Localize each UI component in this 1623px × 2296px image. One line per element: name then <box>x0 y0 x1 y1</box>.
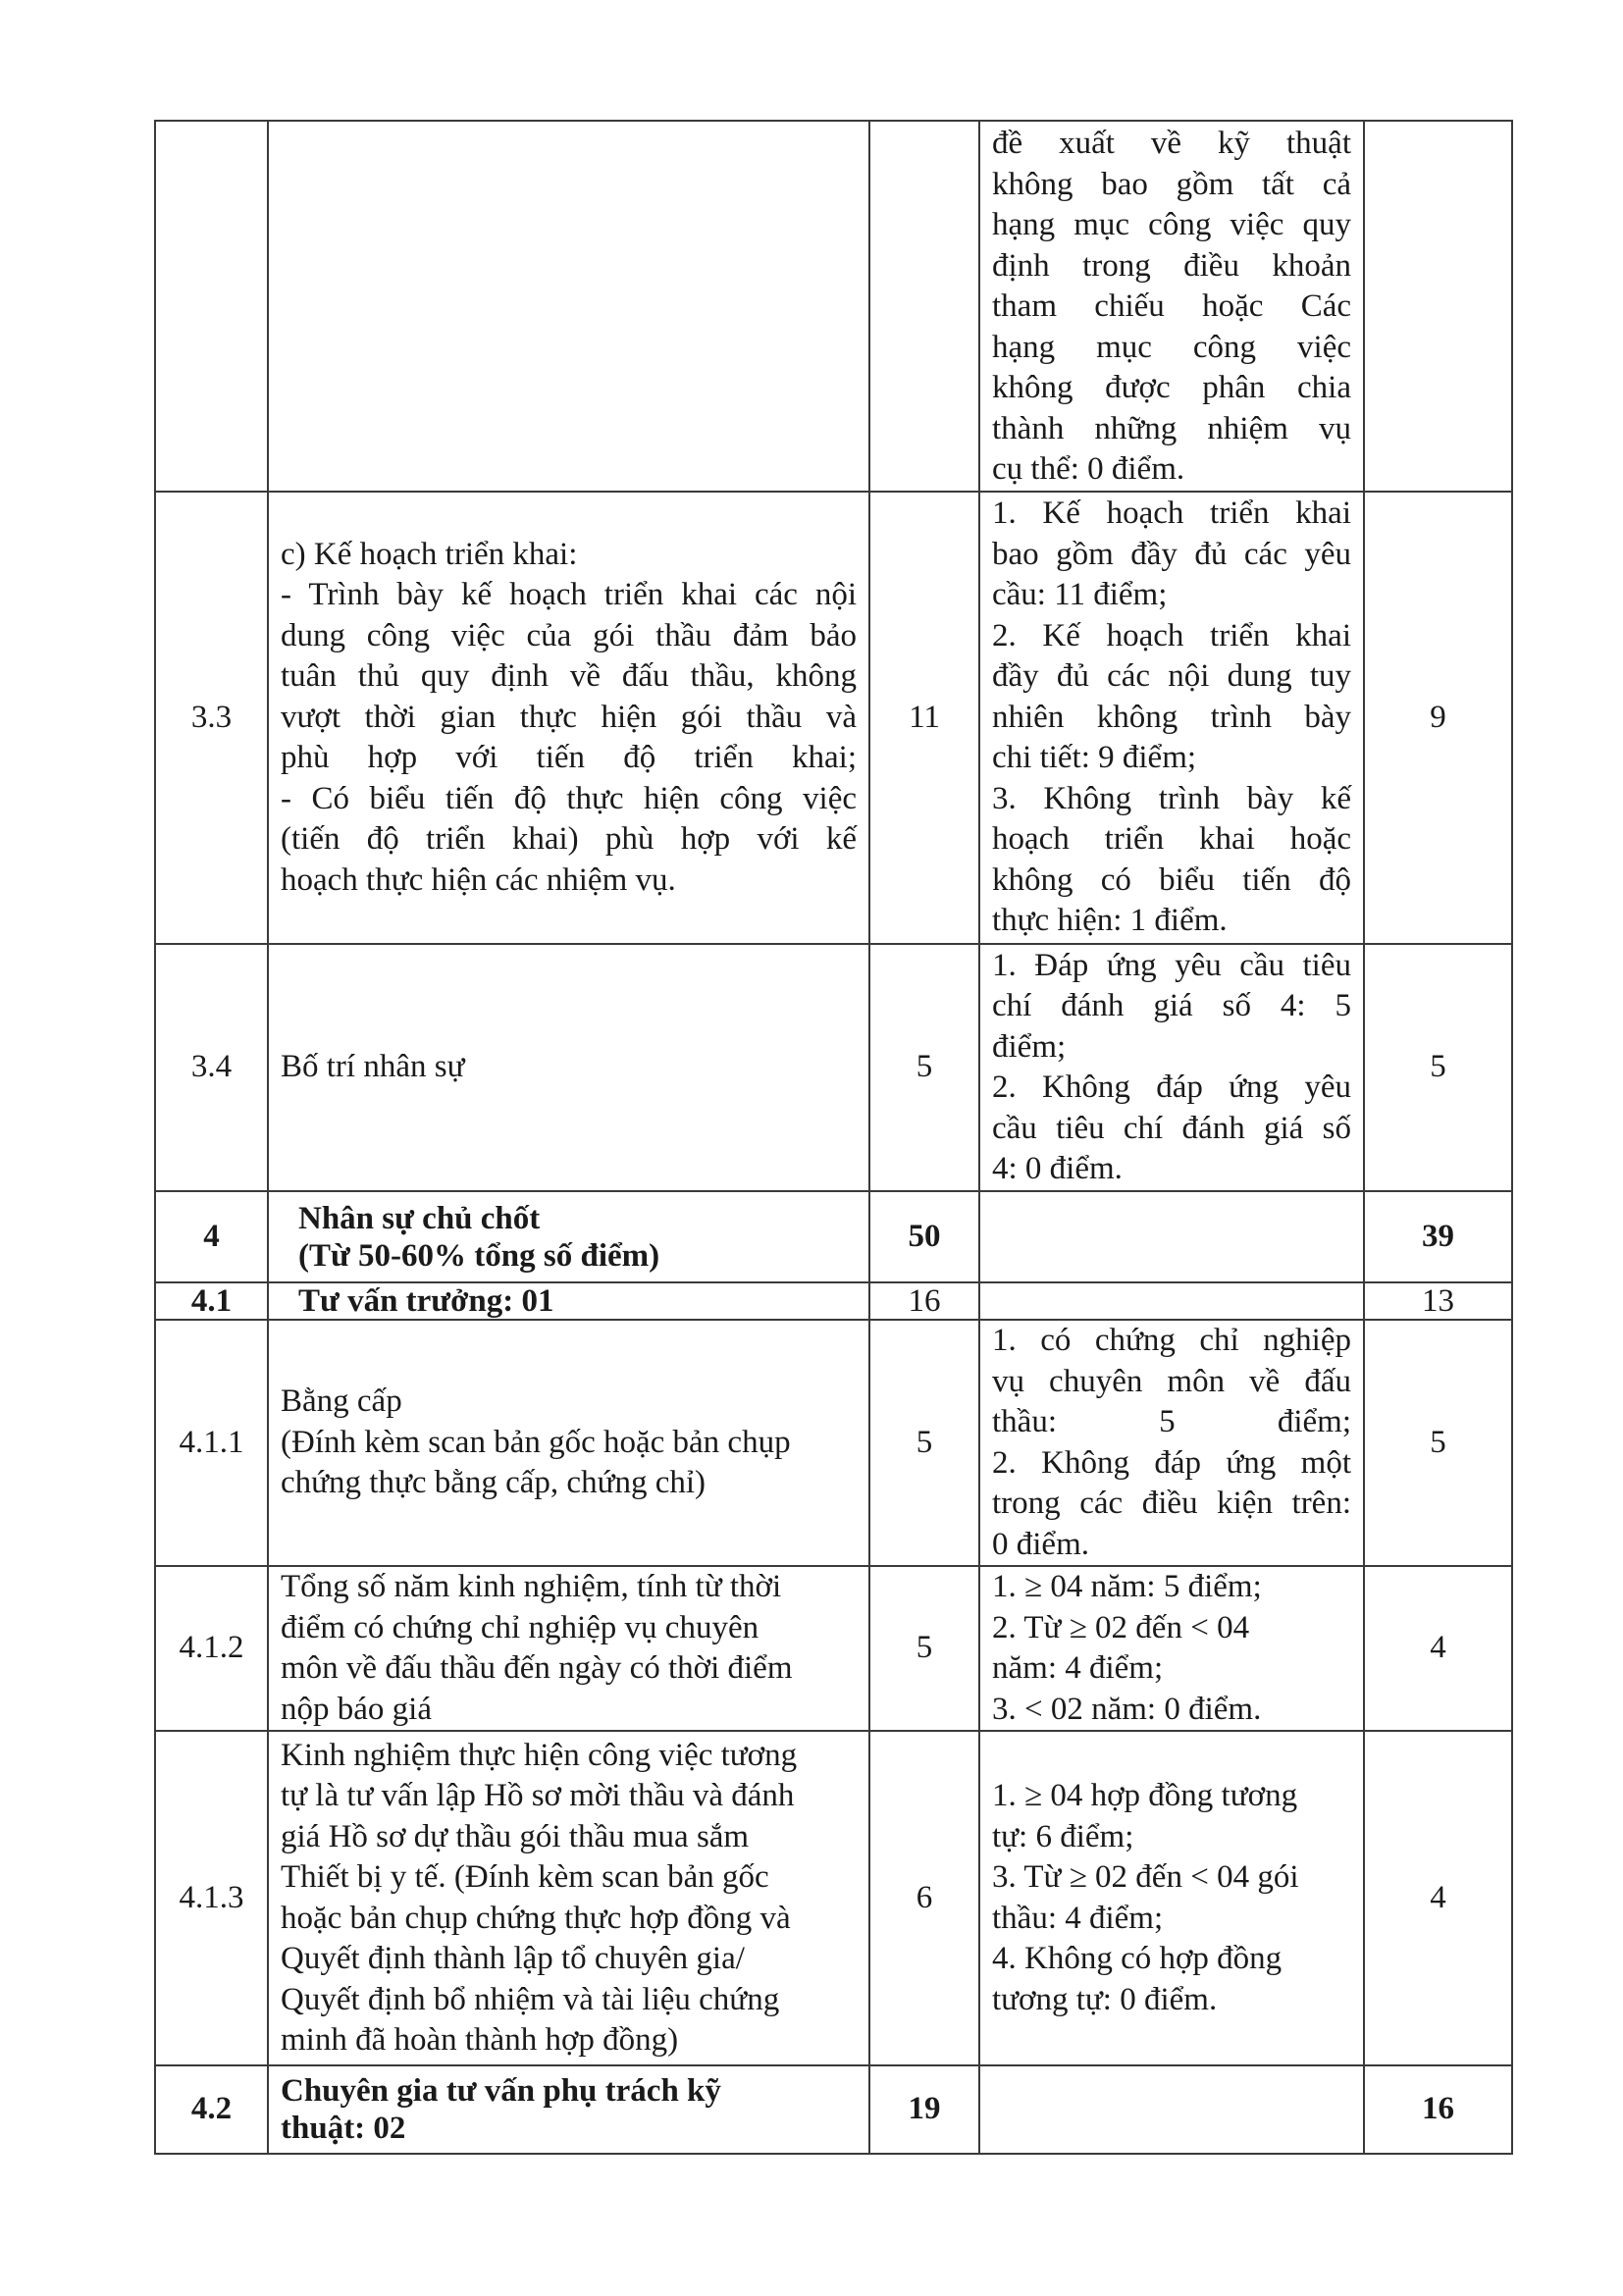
row-id: 3.4 <box>155 944 268 1191</box>
description-line: chứng thực bằng cấp, chứng chỉ) <box>281 1465 707 1501</box>
description-line: - Trình bày kế hoạch triển khai các nội <box>281 577 857 613</box>
criteria-line: năm: 4 điểm; <box>992 1650 1164 1686</box>
row-score: 16 <box>1364 2065 1512 2154</box>
description-line: c) Kế hoạch triển khai: <box>281 536 578 572</box>
criteria-line: 2. Từ ≥ 02 đến < 04 <box>992 1609 1250 1645</box>
row-max-score: 19 <box>869 2065 979 2154</box>
row-score: 4 <box>1364 1731 1512 2065</box>
row-criteria <box>979 492 1364 944</box>
row-max-score: 16 <box>869 1282 979 1320</box>
criteria-line: hạng mục công việc quy <box>992 207 1351 242</box>
criteria-line: không có biểu tiến độ <box>992 861 1351 898</box>
description-line: Thiết bị y tế. (Đính kèm scan bản gốc <box>281 1859 769 1895</box>
description-line: Quyết định bổ nhiệm và tài liệu chứng <box>281 1981 780 2017</box>
description-line: phù hợp với tiến độ triển khai; <box>281 740 857 776</box>
table-row <box>155 492 1512 944</box>
criteria-line: tự: 6 điểm; <box>992 1818 1134 1854</box>
criteria-line: cụ thể: 0 điểm. <box>992 451 1185 487</box>
criteria-line: nhiên không trình bày <box>992 699 1351 735</box>
description-line: (Từ 50-60% tổng số điểm) <box>298 1237 660 1274</box>
row-criteria <box>979 1731 1364 2065</box>
row-description <box>268 121 869 492</box>
criteria-line: tham chiếu hoặc Các <box>992 288 1351 324</box>
description-line: Bố trí nhân sự <box>281 1049 465 1085</box>
criteria-line: đầy đủ các nội dung tuy <box>992 658 1351 695</box>
description-line: (Đính kèm scan bản gốc hoặc bản chụp <box>281 1424 791 1460</box>
row-criteria <box>979 121 1364 492</box>
criteria-line: hạng mục công việc <box>992 329 1351 365</box>
table-row <box>155 2065 1512 2154</box>
row-criteria <box>979 1566 1364 1731</box>
description-line: dung công việc của gói thầu đảm bảo <box>281 617 857 653</box>
row-id: 4.2 <box>155 2065 268 2154</box>
criteria-line: chi tiết: 9 điểm; <box>992 740 1197 776</box>
row-id: 4.1.3 <box>155 1731 268 2065</box>
row-criteria <box>979 2065 1364 2154</box>
criteria-line: trong các điều kiện trên: <box>992 1486 1351 1521</box>
criteria-line: 3. Không trình bày kế <box>992 780 1351 816</box>
description-line: Quyết định thành lập tổ chuyên gia/ <box>281 1941 745 1976</box>
row-score: 13 <box>1364 1282 1512 1320</box>
table-row <box>155 1282 1512 1320</box>
row-max-score: 50 <box>869 1191 979 1282</box>
description-line: Kinh nghiệm thực hiện công việc tương <box>281 1737 798 1773</box>
description-line: môn về đấu thầu đến ngày có thời điểm <box>281 1650 793 1686</box>
row-description <box>268 1320 869 1566</box>
row-max-score: 5 <box>869 944 979 1191</box>
criteria-line: 1. có chứng chỉ nghiệp <box>992 1323 1351 1358</box>
criteria-line: thành những nhiệm vụ <box>992 410 1351 446</box>
description-line: - Có biểu tiến độ thực hiện công việc <box>281 780 857 816</box>
description-line: vượt thời gian thực hiện gói thầu và <box>281 699 857 735</box>
criteria-line: tương tự: 0 điểm. <box>992 1981 1218 2017</box>
row-description <box>268 1731 869 2065</box>
criteria-line: thực hiện: 1 điểm. <box>992 903 1228 939</box>
row-id: 4.1.1 <box>155 1320 268 1566</box>
table-row <box>155 1191 1512 1282</box>
description-line: minh đã hoàn thành hợp đồng) <box>281 2022 679 2058</box>
description-line: Tổng số năm kinh nghiệm, tính từ thời <box>281 1569 782 1604</box>
row-criteria <box>979 944 1364 1191</box>
criteria-line: không được phân chia <box>992 370 1351 405</box>
row-max-score <box>869 121 979 492</box>
criteria-line: 4. Không có hợp đồng <box>992 1941 1283 1976</box>
row-max-score: 11 <box>869 492 979 944</box>
description-line: tuân thủ quy định về đấu thầu, không <box>281 658 857 695</box>
row-id <box>155 121 268 492</box>
row-score: 4 <box>1364 1566 1512 1731</box>
criteria-line: 1. ≥ 04 hợp đồng tương <box>992 1778 1298 1813</box>
row-max-score: 6 <box>869 1731 979 2065</box>
row-description <box>268 1191 869 1282</box>
criteria-line: định trong điều khoản <box>992 247 1351 284</box>
criteria-line: vụ chuyên môn về đấu <box>992 1363 1351 1399</box>
row-description <box>268 492 869 944</box>
criteria-line: 1. ≥ 04 năm: 5 điểm; <box>992 1569 1262 1604</box>
row-score <box>1364 121 1512 492</box>
criteria-line: 4: 0 điểm. <box>992 1151 1123 1186</box>
row-criteria <box>979 1191 1364 1282</box>
row-max-score: 5 <box>869 1566 979 1731</box>
row-criteria <box>979 1282 1364 1320</box>
row-max-score: 5 <box>869 1320 979 1566</box>
description-line: hoặc bản chụp chứng thực hợp đồng và <box>281 1900 791 1936</box>
criteria-line: 2. Không đáp ứng một <box>992 1444 1351 1481</box>
row-score: 39 <box>1364 1191 1512 1282</box>
row-description <box>268 2065 869 2154</box>
description-line: nộp báo giá <box>281 1691 432 1727</box>
criteria-line: bao gồm đầy đủ các yêu <box>992 536 1351 572</box>
criteria-line: 3. Từ ≥ 02 đến < 04 gói <box>992 1859 1299 1895</box>
description-line: Nhân sự chủ chốt <box>298 1200 541 1236</box>
description-line: tự là tư vấn lập Hồ sơ mời thầu và đánh <box>281 1778 795 1813</box>
table-row <box>155 121 1512 492</box>
criteria-line: 3. < 02 năm: 0 điểm. <box>992 1691 1262 1727</box>
criteria-line: đề xuất về kỹ thuật <box>992 126 1351 161</box>
criteria-line: 2. Không đáp ứng yêu <box>992 1070 1351 1105</box>
row-id: 3.3 <box>155 492 268 944</box>
criteria-line: cầu: 11 điểm; <box>992 577 1168 613</box>
row-criteria <box>979 1320 1364 1566</box>
criteria-line: hoạch triển khai hoặc <box>992 821 1351 858</box>
row-description <box>268 944 869 1191</box>
criteria-line: 1. Kế hoạch triển khai <box>992 496 1351 532</box>
description-line: Chuyên gia tư vấn phụ trách kỹ <box>281 2073 721 2109</box>
criteria-line: điểm; <box>992 1028 1067 1065</box>
description-line: Tư vấn trưởng: 01 <box>298 1283 554 1319</box>
row-score: 5 <box>1364 1320 1512 1566</box>
description-line: thuật: 02 <box>281 2111 406 2146</box>
criteria-line: 1. Đáp ứng yêu cầu tiêu <box>992 947 1351 983</box>
row-description <box>268 1566 869 1731</box>
row-score: 9 <box>1364 492 1512 944</box>
criteria-line: thầu: 4 điểm; <box>992 1900 1164 1936</box>
criteria-line: không bao gồm tất cả <box>992 166 1351 202</box>
row-id: 4.1.2 <box>155 1566 268 1731</box>
table-row <box>155 944 1512 1191</box>
evaluation-table <box>154 120 1513 2155</box>
criteria-line: cầu tiêu chí đánh giá số <box>992 1110 1351 1146</box>
row-id: 4 <box>155 1191 268 1282</box>
criteria-line: chí đánh giá số 4: 5 <box>992 988 1351 1023</box>
table-row <box>155 1566 1512 1731</box>
row-description <box>268 1282 869 1320</box>
criteria-line: 0 điểm. <box>992 1526 1089 1562</box>
description-line: giá Hồ sơ dự thầu gói thầu mua sắm <box>281 1818 750 1854</box>
description-line: Bằng cấp <box>281 1383 402 1420</box>
row-score: 5 <box>1364 944 1512 1191</box>
criteria-line: 2. Kế hoạch triển khai <box>992 617 1351 653</box>
table-row <box>155 1320 1512 1566</box>
description-line: (tiến độ triển khai) phù hợp với kế <box>281 821 857 858</box>
row-id: 4.1 <box>155 1282 268 1320</box>
description-line: điểm có chứng chỉ nghiệp vụ chuyên <box>281 1609 759 1645</box>
criteria-line: thầu: 5 điểm; <box>992 1404 1351 1439</box>
table-row <box>155 1731 1512 2065</box>
description-line: hoạch thực hiện các nhiệm vụ. <box>281 861 676 898</box>
